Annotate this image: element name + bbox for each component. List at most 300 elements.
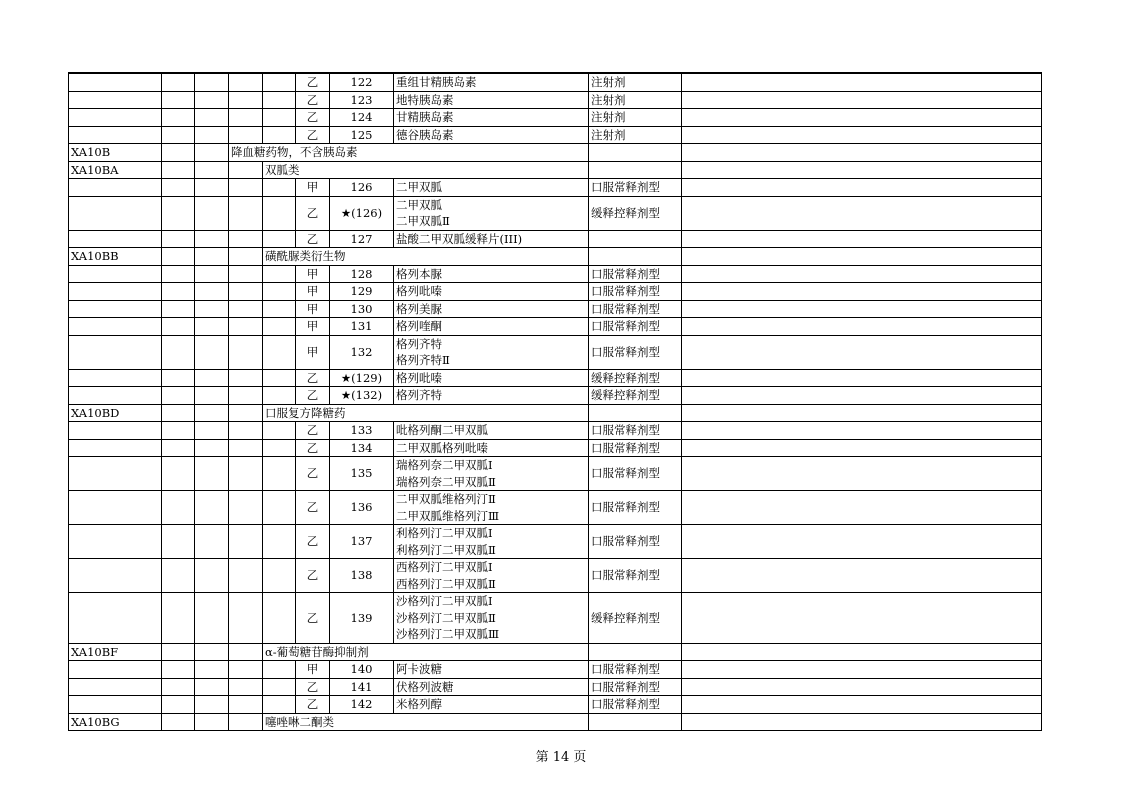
empty-cell: [162, 457, 195, 491]
empty-cell: [229, 283, 263, 301]
empty-cell: [263, 126, 296, 144]
grade-cell: 甲: [296, 661, 330, 679]
empty-cell: [229, 318, 263, 336]
empty-cell: [229, 369, 263, 387]
drug-name-cell: [394, 525, 589, 559]
table-row: [69, 713, 1042, 731]
empty-cell: [195, 422, 229, 440]
dosage-form-cell: 口服常释剂型: [589, 265, 682, 283]
drug-name-cell: [394, 457, 589, 491]
code-cell: [69, 126, 162, 144]
number-cell: 139: [330, 593, 394, 644]
dosage-form-cell: 口服常释剂型: [589, 283, 682, 301]
table-row: [69, 318, 1042, 336]
code-cell: [69, 179, 162, 197]
drug-name-line: 甘精胰岛素: [396, 110, 454, 124]
empty-cell: [162, 661, 195, 679]
table-row: [69, 457, 1042, 491]
drug-name-line: 地特胰岛素: [396, 92, 454, 107]
table-row: [69, 144, 1042, 162]
remark-cell: [682, 179, 1042, 197]
remark-cell: [682, 713, 1042, 731]
empty-cell: [162, 300, 195, 318]
drug-name-line: 格列吡嗪: [396, 284, 442, 298]
drug-name-line: 西格列汀二甲双胍Ⅱ: [396, 576, 496, 591]
grade-cell: 乙: [296, 559, 330, 593]
grade-cell: 甲: [296, 300, 330, 318]
drug-name-cell: [394, 91, 589, 109]
empty-cell: [263, 91, 296, 109]
grade-cell: 甲: [296, 179, 330, 197]
empty-cell: [229, 661, 263, 679]
dosage-form-cell: [589, 713, 682, 731]
empty-cell: [195, 457, 229, 491]
empty-cell: [229, 491, 263, 525]
category-label-cell: α-葡萄糖苷酶抑制剂: [263, 643, 589, 661]
empty-cell: [229, 248, 263, 266]
empty-cell: [263, 73, 296, 91]
table-row: [69, 696, 1042, 714]
empty-cell: [195, 144, 229, 162]
drug-name-line: 格列齐特: [396, 336, 442, 351]
drug-name-line: 吡格列酮二甲双胍: [396, 423, 488, 437]
empty-cell: [229, 678, 263, 696]
number-cell: 124: [330, 109, 394, 127]
dosage-form-cell: 缓释控释剂型: [589, 593, 682, 644]
empty-cell: [195, 678, 229, 696]
drug-name-line: 格列本脲: [396, 266, 442, 281]
empty-cell: [195, 643, 229, 661]
code-cell: [69, 678, 162, 696]
drug-name-cell: [394, 196, 589, 230]
dosage-form-cell: [589, 230, 682, 248]
code-cell: [69, 593, 162, 644]
empty-cell: [162, 593, 195, 644]
code-cell: [69, 559, 162, 593]
remark-cell: [682, 559, 1042, 593]
empty-cell: [195, 335, 229, 369]
table-row: [69, 525, 1042, 559]
grade-cell: 乙: [296, 91, 330, 109]
drug-name-cell: [394, 179, 589, 197]
dosage-form-cell: 口服常释剂型: [589, 335, 682, 369]
number-cell: 142: [330, 696, 394, 714]
code-cell: [69, 73, 162, 91]
grade-cell: 乙: [296, 422, 330, 440]
drug-name-line: 格列喹酮: [396, 319, 442, 333]
dosage-form-cell: 口服常释剂型: [589, 439, 682, 457]
drug-name-line: 西格列汀二甲双胍Ⅰ: [396, 560, 493, 574]
drug-name-cell: [394, 283, 589, 301]
remark-cell: [682, 265, 1042, 283]
remark-cell: [682, 73, 1042, 91]
empty-cell: [162, 678, 195, 696]
dosage-form-cell: 口服常释剂型: [589, 318, 682, 336]
category-label-cell: 双胍类: [263, 161, 589, 179]
empty-cell: [263, 661, 296, 679]
dosage-form-cell: 口服常释剂型: [589, 491, 682, 525]
drug-name-line: 二甲双胍格列吡嗪: [396, 440, 488, 455]
number-cell: ★(129): [330, 369, 394, 387]
grade-cell: 乙: [296, 696, 330, 714]
drug-name-cell: [394, 335, 589, 369]
empty-cell: [162, 422, 195, 440]
empty-cell: [162, 109, 195, 127]
grade-cell: 甲: [296, 283, 330, 301]
category-label-cell: 噻唑啉二酮类: [263, 713, 589, 731]
remark-cell: [682, 144, 1042, 162]
empty-cell: [229, 300, 263, 318]
drug-name-line: 阿卡波糖: [396, 662, 442, 676]
empty-cell: [263, 678, 296, 696]
table-row: [69, 422, 1042, 440]
code-cell: [69, 196, 162, 230]
drug-name-line: 利格列汀二甲双胍Ⅱ: [396, 542, 496, 557]
drug-name-cell: [394, 422, 589, 440]
table-row: [69, 593, 1042, 644]
table-row: [69, 300, 1042, 318]
empty-cell: [195, 126, 229, 144]
drug-name-line: 利格列汀二甲双胍Ⅰ: [396, 526, 493, 540]
empty-cell: [229, 91, 263, 109]
empty-cell: [195, 161, 229, 179]
code-cell: [69, 335, 162, 369]
code-cell: [69, 696, 162, 714]
empty-cell: [263, 318, 296, 336]
empty-cell: [162, 161, 195, 179]
code-cell: [69, 661, 162, 679]
remark-cell: [682, 335, 1042, 369]
dosage-form-cell: 口服常释剂型: [589, 559, 682, 593]
empty-cell: [195, 265, 229, 283]
number-cell: 123: [330, 91, 394, 109]
empty-cell: [263, 387, 296, 405]
empty-cell: [195, 179, 229, 197]
drug-name-cell: [394, 73, 589, 91]
drug-name-line: 瑞格列奈二甲双胍Ⅱ: [396, 474, 496, 489]
code-cell: [69, 457, 162, 491]
dosage-form-cell: [589, 161, 682, 179]
drug-name-cell: [394, 678, 589, 696]
dosage-form-cell: 口服常释剂型: [589, 525, 682, 559]
number-cell: 126: [330, 179, 394, 197]
dosage-form-cell: [589, 248, 682, 266]
drug-name-cell: [394, 109, 589, 127]
empty-cell: [162, 713, 195, 731]
remark-cell: [682, 593, 1042, 644]
empty-cell: [229, 713, 263, 731]
number-cell: 138: [330, 559, 394, 593]
dosage-form-cell: 口服常释剂型: [589, 696, 682, 714]
empty-cell: [195, 91, 229, 109]
empty-cell: [195, 109, 229, 127]
drug-name-line: 格列齐特Ⅱ: [396, 353, 450, 367]
empty-cell: [195, 696, 229, 714]
empty-cell: [195, 439, 229, 457]
grade-cell: 甲: [296, 265, 330, 283]
empty-cell: [263, 696, 296, 714]
empty-cell: [195, 230, 229, 248]
drug-name-cell: [394, 387, 589, 405]
drug-name-line: 格列齐特: [396, 388, 442, 402]
empty-cell: [162, 491, 195, 525]
empty-cell: [195, 387, 229, 405]
table-row: [69, 283, 1042, 301]
category-label-cell: 降血糖药物，不含胰岛素: [229, 144, 589, 162]
code-cell: [69, 525, 162, 559]
table-row: [69, 335, 1042, 369]
table-row: [69, 678, 1042, 696]
number-cell: 125: [330, 126, 394, 144]
empty-cell: [263, 439, 296, 457]
number-cell: 130: [330, 300, 394, 318]
empty-cell: [263, 369, 296, 387]
empty-cell: [162, 559, 195, 593]
remark-cell: [682, 491, 1042, 525]
empty-cell: [263, 593, 296, 644]
empty-cell: [263, 196, 296, 230]
dosage-form-cell: 口服常释剂型: [589, 661, 682, 679]
remark-cell: [682, 661, 1042, 679]
remark-cell: [682, 457, 1042, 491]
table-row: [69, 230, 1042, 248]
empty-cell: [263, 300, 296, 318]
grade-cell: 乙: [296, 593, 330, 644]
number-cell: 131: [330, 318, 394, 336]
empty-cell: [229, 179, 263, 197]
code-cell: [69, 91, 162, 109]
dosage-form-cell: 口服常释剂型: [589, 457, 682, 491]
empty-cell: [162, 439, 195, 457]
drug-name-line: 盐酸二甲双胍缓释片(III): [396, 231, 523, 246]
empty-cell: [229, 643, 263, 661]
number-cell: 122: [330, 73, 394, 91]
grade-cell: 甲: [296, 318, 330, 336]
remark-cell: [682, 439, 1042, 457]
table-row: [69, 559, 1042, 593]
drug-name-line: 米格列醇: [396, 697, 442, 711]
drug-name-line: 德谷胰岛素: [396, 127, 454, 142]
empty-cell: [195, 318, 229, 336]
drug-name-line: 瑞格列奈二甲双胍Ⅰ: [396, 458, 493, 472]
empty-cell: [195, 525, 229, 559]
empty-cell: [229, 265, 263, 283]
number-cell: 137: [330, 525, 394, 559]
grade-cell: 乙: [296, 678, 330, 696]
number-cell: 135: [330, 457, 394, 491]
drug-name-line: 格列吡嗪: [396, 370, 442, 385]
drug-catalog-table: [68, 72, 1042, 731]
drug-name-line: 二甲双胍: [396, 180, 442, 194]
table-row: [69, 196, 1042, 230]
empty-cell: [162, 318, 195, 336]
dosage-form-cell: 注射剂: [589, 91, 682, 109]
empty-cell: [162, 144, 195, 162]
drug-name-line: 二甲双胍: [396, 197, 442, 212]
drug-name-line: 二甲双胍Ⅱ: [396, 214, 450, 228]
code-cell: [69, 491, 162, 525]
empty-cell: [195, 248, 229, 266]
grade-cell: 乙: [296, 525, 330, 559]
table-row: [69, 404, 1042, 422]
empty-cell: [263, 525, 296, 559]
drug-name-cell: [394, 265, 589, 283]
category-code-cell: XA10BD: [69, 404, 162, 422]
grade-cell: 乙: [296, 196, 330, 230]
dosage-form-cell: 口服常释剂型: [589, 300, 682, 318]
drug-name-cell: [394, 126, 589, 144]
remark-cell: [682, 196, 1042, 230]
empty-cell: [263, 335, 296, 369]
category-label-cell: 口服复方降糖药: [263, 404, 589, 422]
remark-cell: [682, 643, 1042, 661]
empty-cell: [229, 404, 263, 422]
empty-cell: [195, 283, 229, 301]
category-code-cell: XA10B: [69, 144, 162, 162]
empty-cell: [263, 457, 296, 491]
drug-name-cell: [394, 439, 589, 457]
code-cell: [69, 109, 162, 127]
grade-cell: 乙: [296, 369, 330, 387]
drug-name-cell: [394, 369, 589, 387]
empty-cell: [195, 369, 229, 387]
dosage-form-cell: 缓释控释剂型: [589, 387, 682, 405]
code-cell: [69, 300, 162, 318]
remark-cell: [682, 387, 1042, 405]
dosage-form-cell: [589, 144, 682, 162]
dosage-form-cell: 口服常释剂型: [589, 422, 682, 440]
remark-cell: [682, 161, 1042, 179]
category-code-cell: XA10BG: [69, 713, 162, 731]
empty-cell: [229, 230, 263, 248]
remark-cell: [682, 283, 1042, 301]
drug-name-cell: [394, 230, 589, 248]
grade-cell: 乙: [296, 387, 330, 405]
empty-cell: [162, 404, 195, 422]
drug-name-line: 沙格列汀二甲双胍Ⅰ: [396, 594, 493, 608]
code-cell: [69, 283, 162, 301]
empty-cell: [162, 230, 195, 248]
table-row: [69, 179, 1042, 197]
table-row: [69, 248, 1042, 266]
dosage-form-cell: 口服常释剂型: [589, 678, 682, 696]
dosage-form-cell: [589, 643, 682, 661]
empty-cell: [195, 593, 229, 644]
grade-cell: 乙: [296, 491, 330, 525]
table-row: [69, 91, 1042, 109]
drug-name-cell: [394, 491, 589, 525]
grade-cell: 乙: [296, 126, 330, 144]
empty-cell: [229, 559, 263, 593]
drug-name-line: 二甲双胍维格列汀Ⅲ: [396, 508, 500, 523]
remark-cell: [682, 422, 1042, 440]
number-cell: 128: [330, 265, 394, 283]
number-cell: 129: [330, 283, 394, 301]
drug-name-cell: [394, 300, 589, 318]
category-code-cell: XA10BA: [69, 161, 162, 179]
remark-cell: [682, 230, 1042, 248]
empty-cell: [162, 387, 195, 405]
empty-cell: [162, 696, 195, 714]
dosage-form-cell: [589, 404, 682, 422]
dosage-form-cell: 口服常释剂型: [589, 179, 682, 197]
code-cell: [69, 369, 162, 387]
remark-cell: [682, 109, 1042, 127]
category-label-cell: 磺酰脲类衍生物: [263, 248, 589, 266]
number-cell: 134: [330, 439, 394, 457]
empty-cell: [195, 300, 229, 318]
code-cell: [69, 439, 162, 457]
drug-name-cell: [394, 559, 589, 593]
empty-cell: [263, 559, 296, 593]
empty-cell: [229, 109, 263, 127]
dosage-form-cell: 缓释控释剂型: [589, 196, 682, 230]
drug-name-line: 伏格列波糖: [396, 679, 454, 694]
empty-cell: [162, 643, 195, 661]
table-row: [69, 661, 1042, 679]
empty-cell: [162, 265, 195, 283]
remark-cell: [682, 248, 1042, 266]
empty-cell: [229, 593, 263, 644]
number-cell: 136: [330, 491, 394, 525]
grade-cell: 乙: [296, 439, 330, 457]
empty-cell: [162, 369, 195, 387]
table-row: [69, 126, 1042, 144]
grade-cell: 乙: [296, 230, 330, 248]
empty-cell: [229, 387, 263, 405]
number-cell: 133: [330, 422, 394, 440]
table-row: [69, 109, 1042, 127]
page-number: 第 14 页: [535, 750, 587, 765]
grade-cell: 乙: [296, 73, 330, 91]
table-row: [69, 161, 1042, 179]
empty-cell: [229, 126, 263, 144]
grade-cell: 乙: [296, 109, 330, 127]
code-cell: [69, 422, 162, 440]
empty-cell: [162, 248, 195, 266]
code-cell: [69, 318, 162, 336]
table-row: [69, 387, 1042, 405]
empty-cell: [263, 422, 296, 440]
remark-cell: [682, 300, 1042, 318]
grade-cell: 甲: [296, 335, 330, 369]
table-row: [69, 73, 1042, 91]
table-body: [69, 73, 1042, 731]
empty-cell: [229, 335, 263, 369]
drug-name-cell: [394, 593, 589, 644]
empty-cell: [195, 73, 229, 91]
code-cell: [69, 387, 162, 405]
drug-name-cell: [394, 696, 589, 714]
empty-cell: [195, 661, 229, 679]
empty-cell: [263, 109, 296, 127]
table-row: [69, 643, 1042, 661]
empty-cell: [195, 559, 229, 593]
code-cell: [69, 230, 162, 248]
empty-cell: [195, 404, 229, 422]
number-cell: 132: [330, 335, 394, 369]
empty-cell: [229, 161, 263, 179]
category-code-cell: XA10BB: [69, 248, 162, 266]
table-row: [69, 369, 1042, 387]
drug-name-line: 沙格列汀二甲双胍Ⅲ: [396, 627, 500, 641]
empty-cell: [229, 525, 263, 559]
remark-cell: [682, 91, 1042, 109]
empty-cell: [229, 696, 263, 714]
remark-cell: [682, 678, 1042, 696]
table-row: [69, 265, 1042, 283]
empty-cell: [263, 283, 296, 301]
